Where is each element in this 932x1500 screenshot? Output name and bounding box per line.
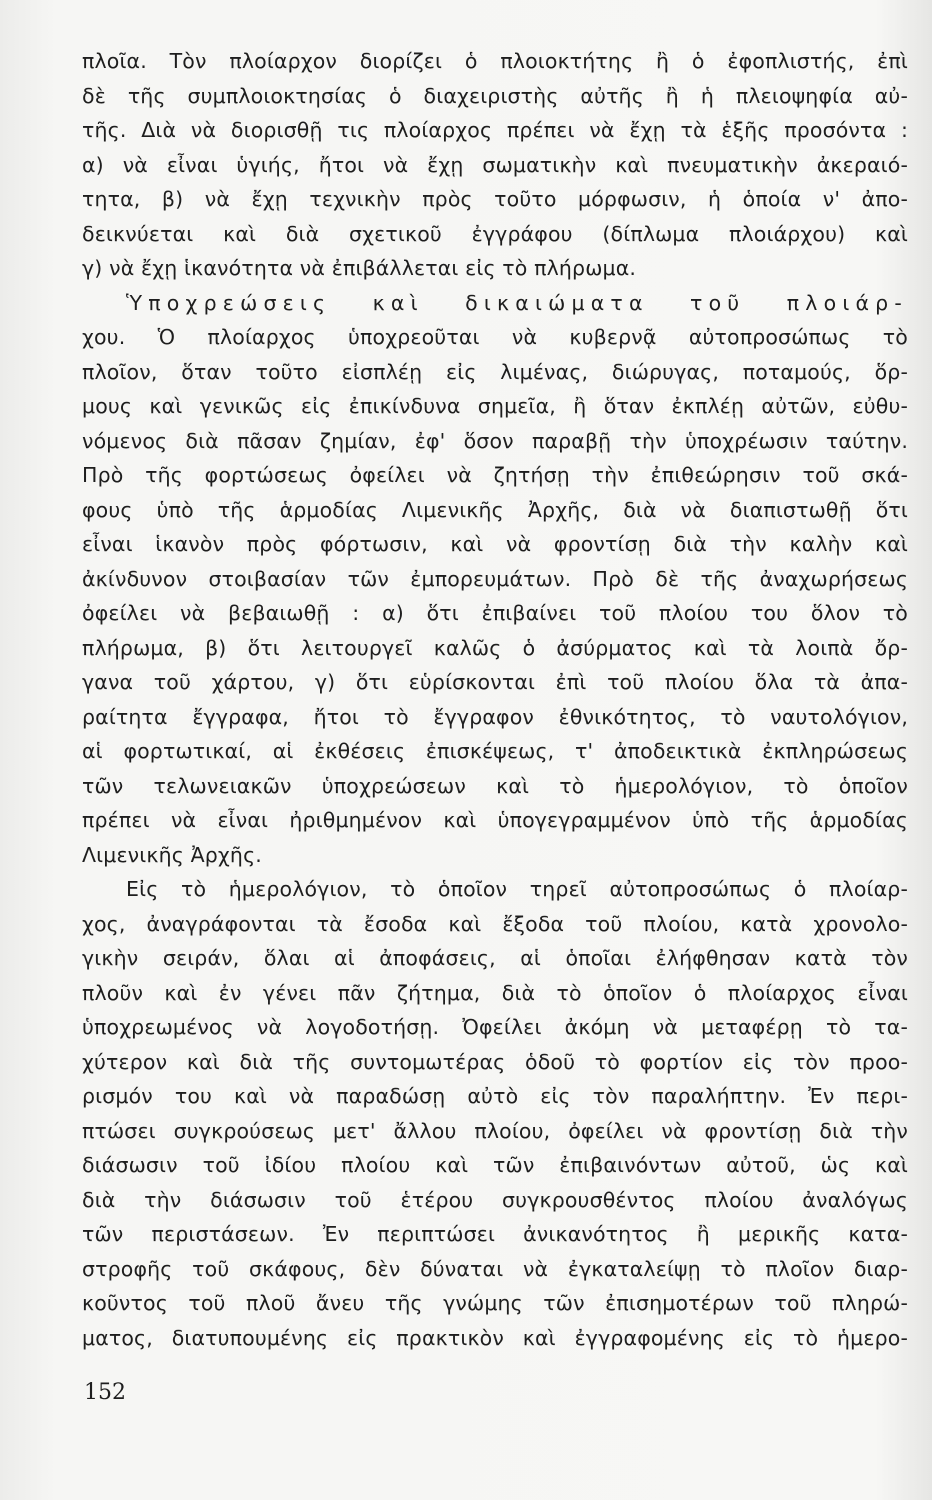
text-line: τῶν τελωνειακῶν ὑποχρεώσεων καὶ τὸ ἡμερολόγιον, τὸ ὁποῖον — [82, 773, 908, 798]
text-line: πτώσει συγκρούσεως μετ' ἄλλου πλοίου, ὀφείλει νὰ φροντίσῃ διὰ τὴν — [82, 1118, 908, 1143]
text-line: κοῦντος τοῦ πλοῦ ἄνευ τῆς γνώμης τῶν ἐπισημοτέρων τοῦ πληρώ- — [82, 1291, 908, 1315]
text-line: πλοῦν καὶ ἐν γένει πᾶν ζήτημα, διὰ τὸ ὁποῖον ὁ πλοίαρχος εἶναι — [82, 980, 908, 1005]
text-line: α) νὰ εἶναι ὑγιής, ἤτοι νὰ ἔχῃ σωματικὴν καὶ πνευματικὴν ἀκεραιό- — [82, 152, 908, 177]
text-line: μους καὶ γενικῶς εἰς ἐπικίνδυνα σημεῖα, ἢ ὅταν ἐκπλέῃ αὐτῶν, εὐθυ- — [82, 394, 908, 418]
text-line: αἱ φορτωτικαί, αἱ ἐκθέσεις ἐπισκέψεως, τ' ἀποδεικτικὰ ἐκπληρώσεως — [82, 739, 908, 763]
text-line: Λιμενικῆς Ἀρχῆς. — [82, 842, 262, 867]
text-line: τῶν περιστάσεων. Ἐν περιπτώσει ἀνικανότητος ἢ μερικῆς κατα- — [82, 1222, 908, 1246]
text-line: πρέπει νὰ εἶναι ἠριθμημένον καὶ ὑπογεγραμμένον ὑπὸ τῆς ἁρμοδίας — [82, 808, 908, 832]
text-line: ὑποχρεωμένος νὰ λογοδοτήσῃ. Ὀφείλει ἀκόμη νὰ μεταφέρῃ τὸ τα- — [82, 1015, 908, 1039]
text-line: χύτερον καὶ διὰ τῆς συντομωτέρας ὁδοῦ τὸ φορτίον εἰς τὸν προο- — [82, 1049, 908, 1074]
text-line: τῆς. Διὰ νὰ διορισθῇ τις πλοίαρχος πρέπει νὰ ἔχῃ τὰ ἑξῆς προσόντα : — [82, 118, 908, 142]
text-line: διάσωσιν τοῦ ἰδίου πλοίου καὶ τῶν ἐπιβαινόντων αὐτοῦ, ὡς καὶ — [82, 1153, 908, 1177]
text-line: ματος, διατυπουμένης εἰς πρακτικὸν καὶ ἐγγραφομένης εἰς τὸ ἡμερο- — [82, 1325, 908, 1350]
text-line: πλήρωμα, β) ὅτι λειτουργεῖ καλῶς ὁ ἀσύρματος καὶ τὰ λοιπὰ ὄρ- — [82, 635, 908, 660]
text-line: διὰ τὴν διάσωσιν τοῦ ἑτέρου συγκρουσθέντος πλοίου ἀναλόγως — [82, 1187, 908, 1212]
text-line: Πρὸ τῆς φορτώσεως ὀφείλει νὰ ζητήσῃ τὴν ἐπιθεώρησιν τοῦ σκά- — [82, 463, 908, 487]
text-line: Εἰς τὸ ἡμερολόγιον, τὸ ὁποῖον τηρεῖ αὐτοπροσώπως ὁ πλοίαρ- — [126, 877, 908, 901]
body-text — [82, 44, 908, 1355]
text-line: τητα, β) νὰ ἔχῃ τεχνικὴν πρὸς τοῦτο μόρφωσιν, ἡ ὁποία ν' ἀπο- — [82, 187, 908, 211]
text-line: πλοῖον, ὅταν τοῦτο εἰσπλέῃ εἰς λιμένας, διώρυγας, ποταμούς, ὅρ- — [82, 359, 908, 384]
text-line: γ) νὰ ἔχῃ ἱκανότητα νὰ ἐπιβάλλεται εἰς τὸ πλήρωμα. — [82, 256, 637, 280]
text-line: γανα τοῦ χάρτου, γ) ὅτι εὑρίσκονται ἐπὶ τοῦ πλοίου ὅλα τὰ ἀπα- — [82, 670, 908, 694]
page-number: 152 — [84, 1380, 126, 1405]
text-line: γικὴν σειράν, ὅλαι αἱ ἀποφάσεις, αἱ ὁποῖαι ἐλήφθησαν κατὰ τὸν — [82, 946, 908, 970]
text-line: ρισμόν του καὶ νὰ παραδώσῃ αὐτὸ εἰς τὸν παραλήπτην. Ἐν περι- — [82, 1084, 908, 1108]
text-line: φους ὑπὸ τῆς ἁρμοδίας Λιμενικῆς Ἀρχῆς, διὰ νὰ διαπιστωθῇ ὅτι — [82, 497, 908, 522]
text-line: πλοῖα. Τὸν πλοίαρχον διορίζει ὁ πλοιοκτήτης ἢ ὁ ἐφοπλιστής, ἐπὶ — [82, 49, 908, 73]
text-line: χος, ἀναγράφονται τὰ ἔσοδα καὶ ἔξοδα τοῦ πλοίου, κατὰ χρονολο- — [82, 911, 908, 936]
text-line: στροφῆς τοῦ σκάφους, δὲν δύναται νὰ ἐγκαταλείψῃ τὸ πλοῖον διαρ- — [82, 1256, 908, 1281]
text-line: δὲ τῆς συμπλοιοκτησίας ὁ διαχειριστὴς αὐτῆς ἢ ἡ πλειοψηφία αὐ- — [82, 83, 908, 108]
text-line: ὀφείλει νὰ βεβαιωθῇ : α) ὅτι ἐπιβαίνει τοῦ πλοίου του ὅλον τὸ — [82, 601, 908, 625]
text-line: εἶναι ἱκανὸν πρὸς φόρτωσιν, καὶ νὰ φροντίσῃ διὰ τὴν καλὴν καὶ — [82, 532, 908, 556]
text-line: νόμενος διὰ πᾶσαν ζημίαν, ἐφ' ὅσον παραβῇ τὴν ὑποχρέωσιν ταύτην. — [82, 428, 908, 453]
text-line: χου. Ὁ πλοίαρχος ὑποχρεοῦται νὰ κυβερνᾷ αὐτοπροσώπως τὸ — [82, 325, 908, 349]
text-line: δεικνύεται καὶ διὰ σχετικοῦ ἐγγράφου (δίπλωμα πλοιάρχου) καὶ — [82, 221, 908, 246]
text-line: ραίτητα ἔγγραφα, ἤτοι τὸ ἔγγραφον ἐθνικότητος, τὸ ναυτολόγιον, — [82, 704, 908, 729]
text-line: ἀκίνδυνον στοιβασίαν τῶν ἐμπορευμάτων. Πρὸ δὲ τῆς ἀναχωρήσεως — [82, 566, 908, 591]
section-heading: Ὑποχρεώσεις καὶ δικαιώματα τοῦ πλοιάρ- — [126, 290, 908, 315]
